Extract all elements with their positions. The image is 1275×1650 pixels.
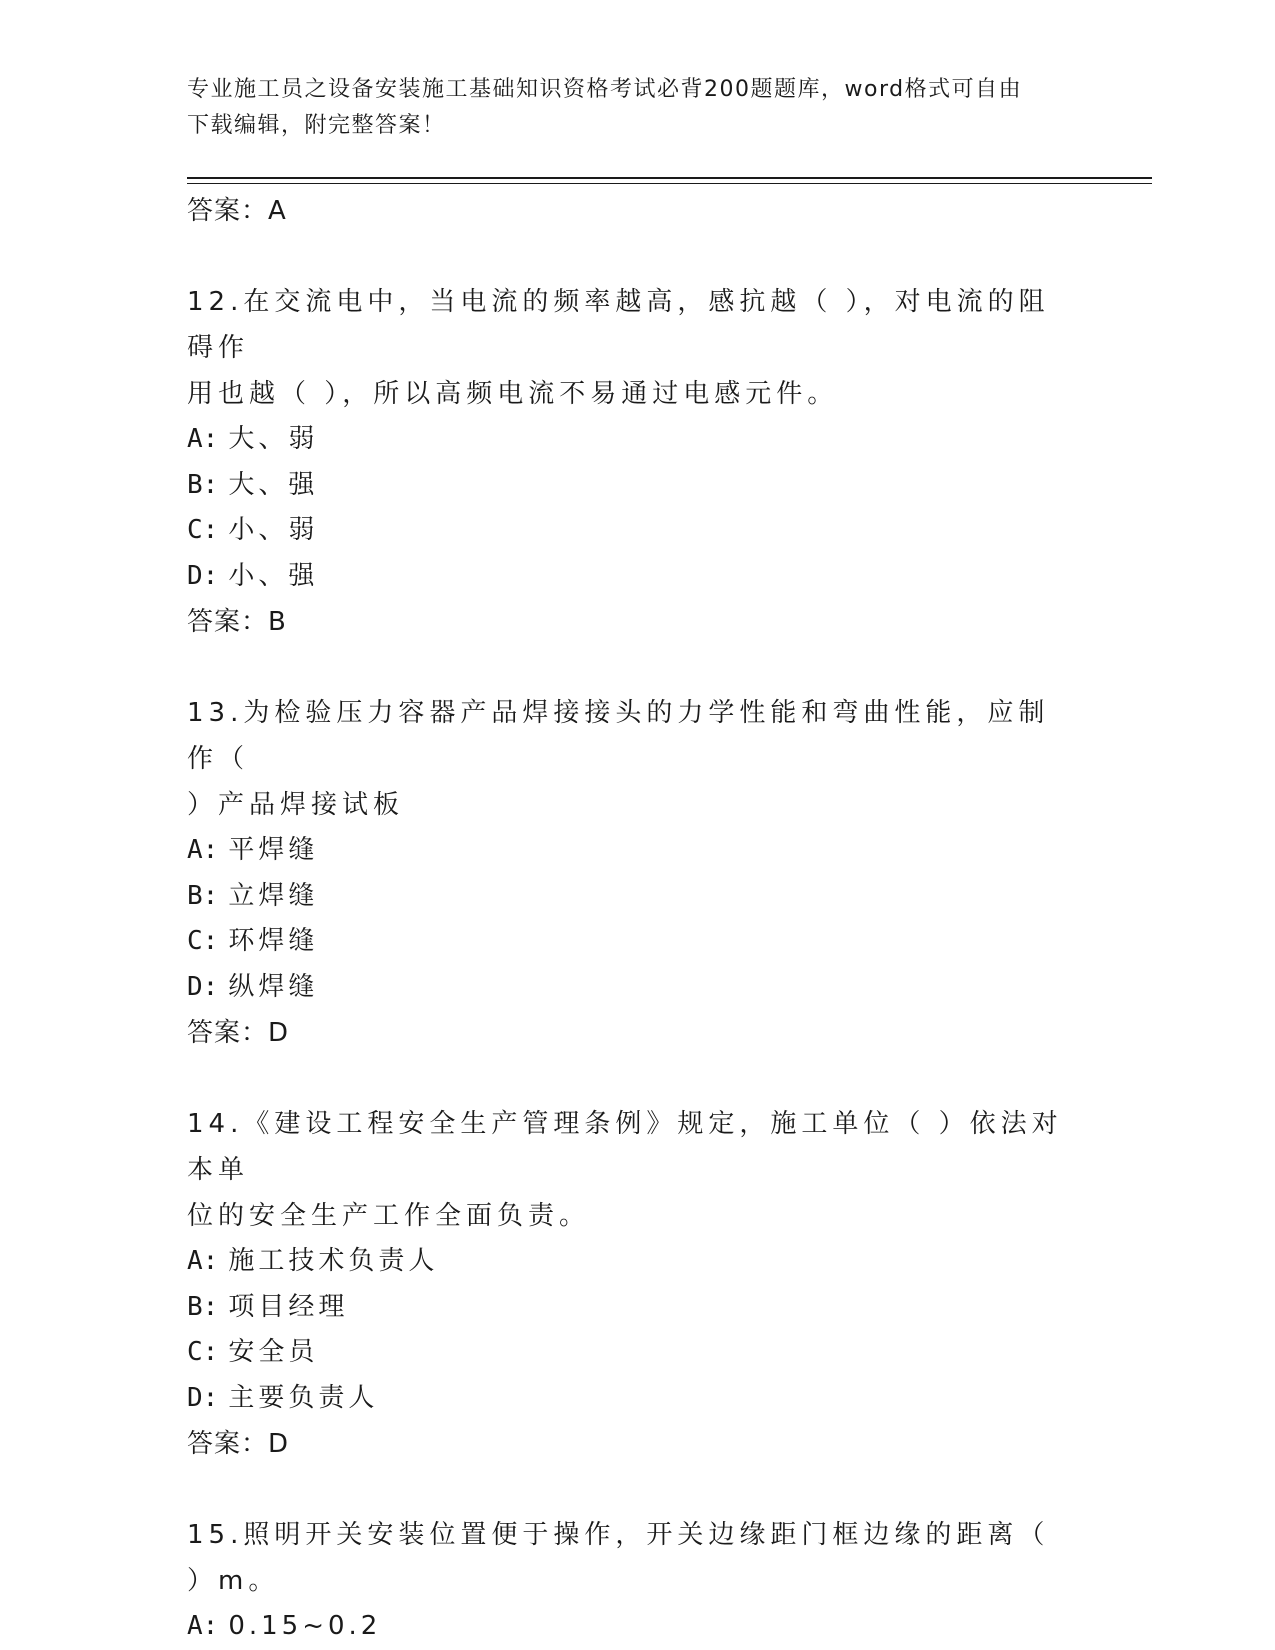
option-text: 大、强 bbox=[228, 469, 319, 500]
option-letter: D: bbox=[187, 971, 219, 1002]
option-c bbox=[187, 919, 1087, 965]
question-stem bbox=[187, 1512, 1067, 1604]
spacer bbox=[187, 645, 1087, 690]
stem-line-1: 14.《建设工程安全生产管理条例》规定，施工单位（ ）依法对本单 bbox=[187, 1109, 1063, 1185]
header-divider-thin bbox=[187, 183, 1152, 184]
option-letter: D: bbox=[187, 560, 219, 591]
option-letter: C: bbox=[187, 1337, 219, 1367]
option-b bbox=[187, 463, 1087, 509]
document-header bbox=[187, 72, 1067, 144]
option-a bbox=[187, 828, 1087, 874]
option-letter: A: bbox=[187, 1611, 219, 1641]
option-text: 纵焊缝 bbox=[228, 971, 319, 1002]
question-14 bbox=[187, 1101, 1087, 1467]
spacer bbox=[187, 1056, 1087, 1101]
option-c bbox=[187, 1330, 1087, 1376]
question-stem bbox=[187, 1101, 1067, 1239]
option-text: 立焊缝 bbox=[228, 880, 319, 911]
stem-line-2: ）产品焊接试板 bbox=[187, 790, 405, 820]
previous-answer: 答案：A bbox=[187, 196, 287, 226]
question-15 bbox=[187, 1512, 1087, 1650]
option-d bbox=[187, 554, 1087, 600]
option-letter: D: bbox=[187, 1382, 219, 1413]
stem-line-2: 位的安全生产工作全面负责。 bbox=[187, 1201, 591, 1231]
option-letter: B: bbox=[187, 1291, 219, 1322]
question-13 bbox=[187, 690, 1087, 1056]
header-line-1: 专业施工员之设备安装施工基础知识资格考试必背200题题库，word格式可自由 bbox=[187, 77, 1023, 102]
option-text: 安全员 bbox=[228, 1337, 319, 1367]
question-answer: 答案：D bbox=[187, 1429, 290, 1459]
option-text: 小、弱 bbox=[228, 515, 319, 545]
option-letter: A: bbox=[187, 424, 219, 454]
option-text: 平焊缝 bbox=[228, 835, 319, 865]
stem-line-1: 13.为检验压力容器产品焊接接头的力学性能和弯曲性能，应制作（ bbox=[187, 698, 1050, 774]
question-answer: 答案：B bbox=[187, 607, 287, 637]
option-d bbox=[187, 965, 1087, 1011]
option-text: 0.15~0.2 bbox=[228, 1611, 382, 1641]
option-letter: A: bbox=[187, 1246, 219, 1276]
option-letter: B: bbox=[187, 469, 219, 500]
question-list bbox=[187, 188, 1087, 1650]
option-text: 小、强 bbox=[228, 560, 319, 591]
option-text: 大、弱 bbox=[228, 424, 319, 454]
header-divider-thick bbox=[187, 177, 1152, 179]
option-text: 主要负责人 bbox=[228, 1382, 379, 1413]
option-c bbox=[187, 508, 1087, 554]
header-line-2: 下载编辑，附完整答案！ bbox=[187, 113, 446, 138]
question-12 bbox=[187, 279, 1087, 645]
option-letter: A: bbox=[187, 835, 219, 865]
stem-line-1: 15.照明开关安装位置便于操作，开关边缘距门框边缘的距离（ ）m。 bbox=[187, 1520, 1050, 1596]
option-b bbox=[187, 1285, 1087, 1331]
spacer bbox=[187, 1467, 1087, 1512]
option-letter: B: bbox=[187, 880, 219, 911]
option-text: 施工技术负责人 bbox=[228, 1246, 439, 1276]
question-stem bbox=[187, 690, 1067, 828]
stem-line-2: 用也越（ ），所以高频电流不易通过电感元件。 bbox=[187, 379, 839, 409]
option-a bbox=[187, 1604, 1087, 1650]
option-letter: C: bbox=[187, 926, 219, 956]
option-text: 项目经理 bbox=[228, 1291, 349, 1322]
question-stem bbox=[187, 279, 1067, 417]
option-d bbox=[187, 1376, 1087, 1422]
question-answer: 答案：D bbox=[187, 1018, 290, 1048]
option-a bbox=[187, 417, 1087, 463]
option-a bbox=[187, 1239, 1087, 1285]
spacer bbox=[187, 234, 1087, 279]
option-b bbox=[187, 874, 1087, 920]
stem-line-1: 12.在交流电中，当电流的频率越高，感抗越（ ），对电流的阻碍作 bbox=[187, 287, 1050, 363]
option-text: 环焊缝 bbox=[228, 926, 319, 956]
option-letter: C: bbox=[187, 515, 219, 545]
